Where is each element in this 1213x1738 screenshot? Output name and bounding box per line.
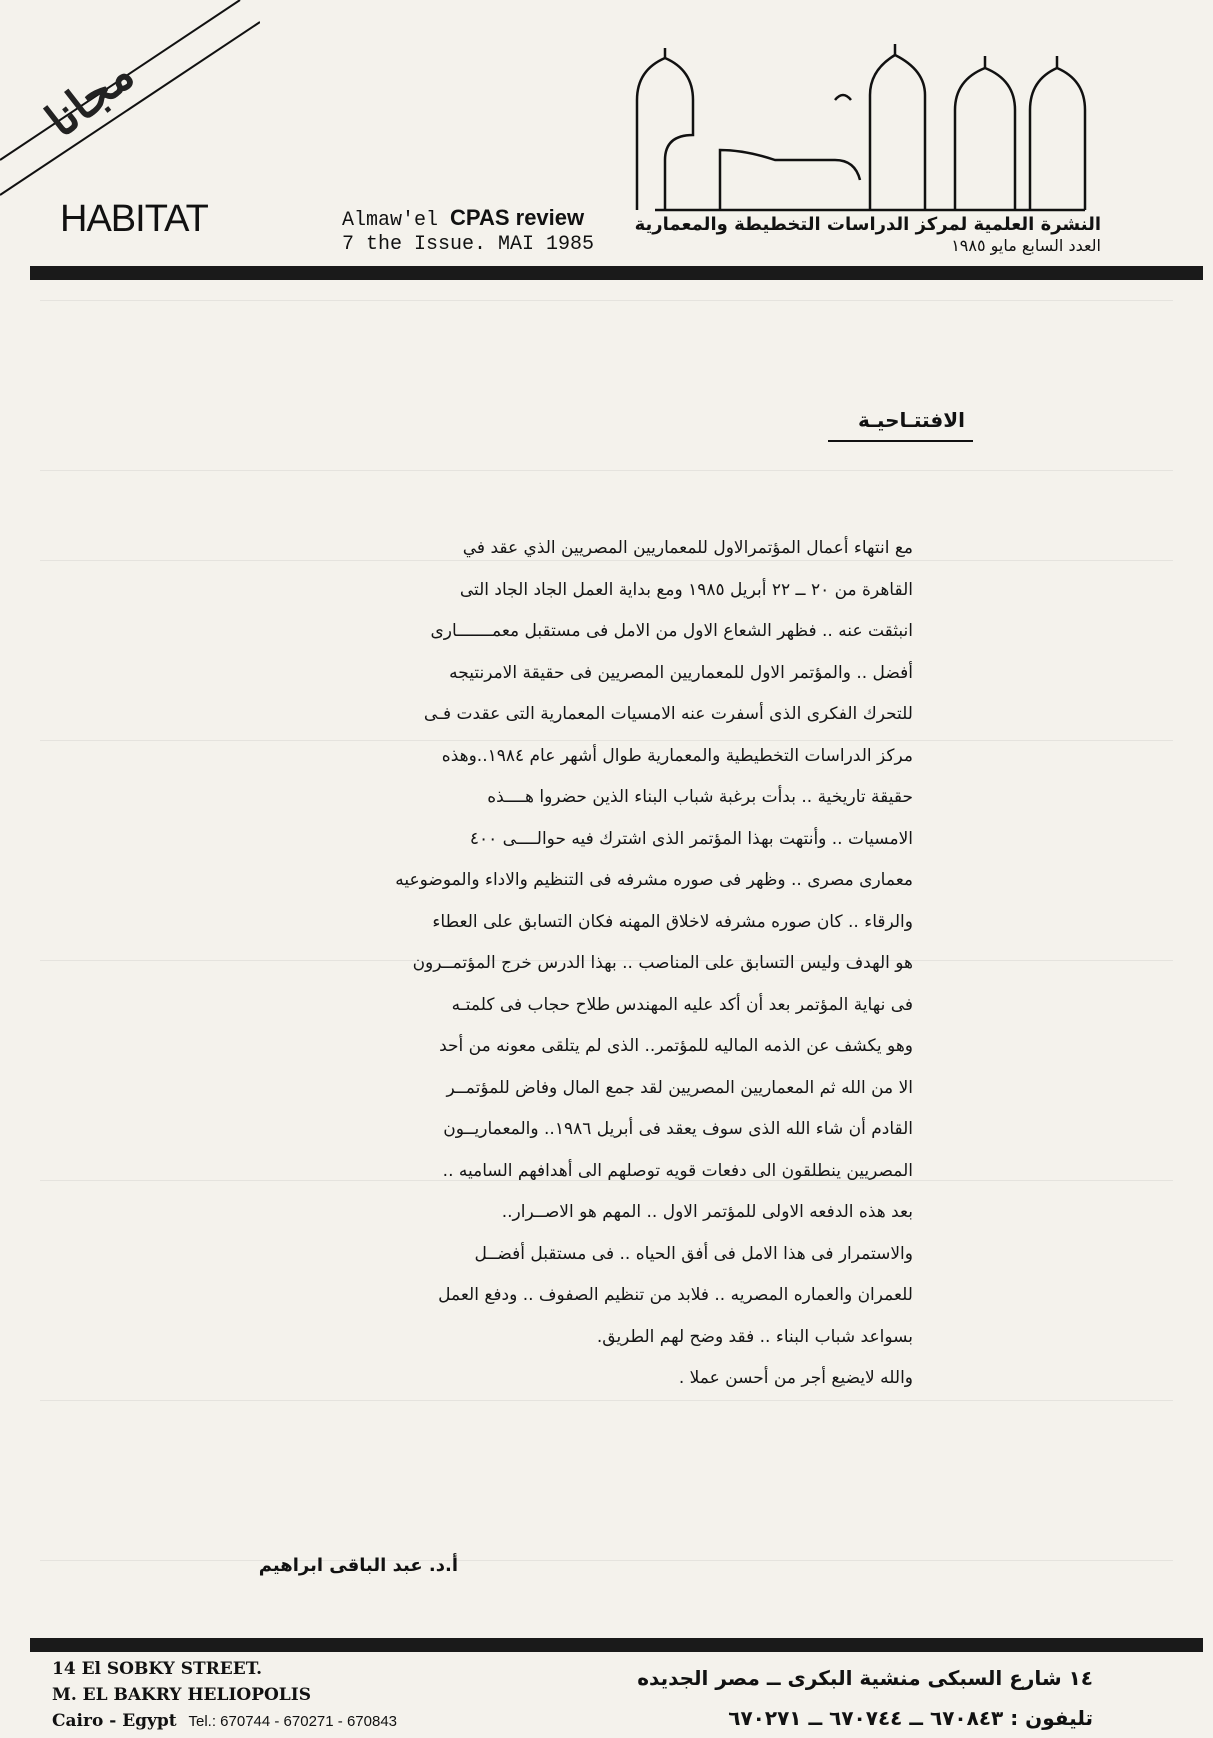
habitat-logo-text: HABITAT <box>60 198 208 240</box>
body-line: أفضل .. والمؤتمر الاول للمعماريين المصريين فى حقيقة الامرنتيجه <box>449 662 913 683</box>
body-line: مركز الدراسات التخطيطية والمعمارية طوال أشهر عام ١٩٨٤..وهذه <box>441 745 913 766</box>
body-line: والاستمرار فى هذا الامل فى أفق الحياه .. فى مستقبل أفضــل <box>474 1243 913 1264</box>
body-line: الامسيات .. وأنتهت بهذا المؤتمر الذى اشترك فيه حوالــــى ٤٠٠ <box>469 828 913 849</box>
arabic-address-phones: تليفون : ٦٧٠٨٤٣ ــ ٦٧٠٧٤٤ ــ ٦٧٠٢٧١ <box>728 1706 1093 1730</box>
body-line: هو الهدف وليس التسابق على المناصب .. بهذا الدرس خرج المؤتمــرون <box>412 953 913 973</box>
title-underline <box>828 440 973 442</box>
english-address <box>52 1656 397 1735</box>
review-name-bold: CPAS review <box>450 205 585 230</box>
body-line: للعمران والعماره المصريه .. فلابد من تنظيم الصفوف .. ودفع العمل <box>438 1285 913 1305</box>
body-line: والرقاء .. كان صوره مشرفه لاخلاق المهنه فكان التسابق على العطاء <box>432 911 913 932</box>
almawel-logo <box>625 40 1095 215</box>
body-line: معمارى مصرى .. وظهر فى صوره مشرفه فى التنظيم والاداء والموضوعيه <box>395 870 913 890</box>
body-line: حقيقة تاريخية .. بدأت برغبة شباب البناء الذين حضروا هــــذه <box>487 787 913 807</box>
address-district: M. EL BAKRY HELIOPOLIS <box>52 1685 311 1705</box>
address-city: Cairo - Egypt <box>52 1711 177 1731</box>
body-line: القادم أن شاء الله الذى سوف يعقد فى أبريل ١٩٨٦.. والمعماريــون <box>443 1119 913 1139</box>
address-phones: Tel.: 670744 - 670271 - 670843 <box>188 1713 397 1730</box>
body-line: المصريين ينطلقون الى دفعات قويه توصلهم الى أهدافهم الساميه .. <box>442 1160 913 1181</box>
free-stamp <box>0 0 260 200</box>
article-title: الافتتـاحيـة <box>857 408 965 432</box>
body-line: بعد هذه الدفعه الاولى للمؤتمر الاول .. المهم هو الاصــرار.. <box>501 1202 913 1222</box>
body-line: مع انتهاء أعمال المؤتمرالاول للمعماريين المصريين الذي عقد في <box>462 538 913 558</box>
free-stamp-frame <box>0 0 260 200</box>
body-line: بسواعد شباب البناء .. فقد وضح لهم الطريق. <box>596 1326 913 1347</box>
arabic-issue-line: العدد السابع مايو ١٩٨٥ <box>951 236 1101 255</box>
arabic-masthead <box>635 214 1101 256</box>
footer-divider <box>30 1638 1203 1652</box>
author-signature: أ.د. عبد الباقى ابراهيم <box>258 1555 458 1576</box>
header-divider <box>30 266 1203 280</box>
address-street: 14 El SOBKY STREET. <box>52 1659 263 1679</box>
body-line: القاهرة من ٢٠ ــ ٢٢ أبريل ١٩٨٥ ومع بداية العمل الجاد الجاد التى <box>459 579 913 600</box>
review-name: Almaw'el <box>342 209 451 232</box>
body-line: فى نهاية المؤتمر بعد أن أكد عليه المهندس طلاح حجاب فى كلمتـه <box>451 994 913 1015</box>
body-line: للتحرك الفكرى الذى أسفرت عنه الامسيات المعمارية التى عقدت فـى <box>423 704 913 724</box>
arabic-address-street: ١٤ شارع السبكى منشية البكرى ــ مصر الجديده <box>637 1666 1093 1690</box>
review-title <box>342 206 594 257</box>
arabic-address <box>637 1658 1093 1738</box>
arabic-masthead-title: النشرة العلمية لمركز الدراسات التخطيطة والمعمارية <box>634 214 1101 235</box>
issue-line: 7 the Issue. MAI 1985 <box>342 233 595 256</box>
body-line: وهو يكشف عن الذمه الماليه للمؤتمر.. الذى لم يتلقى معونه من أحد <box>439 1036 913 1056</box>
body-line: الا من الله ثم المعماريين المصريين لقد جمع المال وفاض للمؤتمــر <box>446 1077 913 1098</box>
body-line: انبثقت عنه .. فظهر الشعاع الاول من الامل فى مستقبل معمـــــــارى <box>430 621 913 641</box>
article-body <box>293 528 913 1400</box>
free-stamp-text: مجانا <box>35 46 144 148</box>
body-line: والله لايضيع أجر من أحسن عملا . <box>678 1368 913 1388</box>
domes-logo-graphic <box>625 40 1095 215</box>
